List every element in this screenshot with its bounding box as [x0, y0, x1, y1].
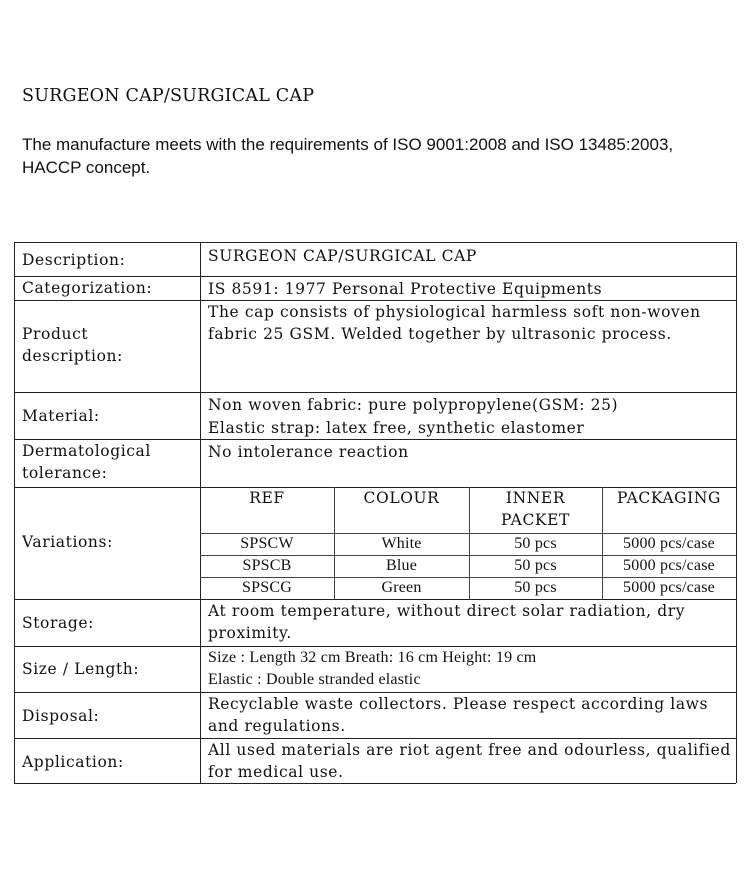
description-value: SURGEON CAP/SURGICAL CAP — [208, 247, 477, 265]
row-line — [14, 646, 736, 647]
table-border-left — [14, 242, 15, 783]
document-title: SURGEON CAP/SURGICAL CAP — [22, 86, 315, 106]
variations-row-1-ref: SPSCW — [240, 535, 294, 552]
size-line-2: Elastic : Double stranded elastic — [208, 671, 421, 688]
variations-row-1-colour: White — [381, 535, 422, 552]
variations-row-2-inner-packet: 50 pcs — [514, 557, 557, 574]
product-description-label: Product description: — [22, 325, 123, 365]
variations-label: Variations: — [22, 533, 113, 551]
product-description-value: The cap consists of physiological harmless soft non-woven fabric 25 GSM. Welded together by ultrasonic process. — [208, 303, 701, 343]
table-border-right — [736, 242, 737, 783]
disposal-value: Recyclable waste collectors. Please respect according laws and regulations. — [208, 695, 709, 735]
size-line-1: Size : Length 32 cm Breath: 16 cm Height: 19 cm — [208, 649, 537, 666]
row-line — [14, 242, 736, 243]
application-value: All used materials are riot agent free and odourless, qualified for medical use. — [208, 741, 731, 781]
description-label: Description: — [22, 251, 126, 269]
categorization-label: Categorization: — [22, 279, 153, 297]
variations-row-1-inner-packet: 50 pcs — [514, 535, 557, 552]
storage-label: Storage: — [22, 614, 94, 632]
variations-row-3-packaging: 5000 pcs/case — [623, 579, 715, 596]
intro-paragraph: The manufacture meets with the requirements of ISO 9001:2008 and ISO 13485:2003, HACCP concept. — [22, 135, 674, 177]
variations-row-2-ref: SPSCB — [242, 557, 292, 574]
size-label: Size / Length: — [22, 660, 140, 678]
row-line — [14, 392, 736, 393]
row-line — [14, 783, 736, 784]
dermatological-label: Dermatological tolerance: — [22, 442, 151, 482]
material-line-1: Non woven fabric: pure polypropylene(GSM: 25) — [208, 396, 619, 414]
variations-row-2-packaging: 5000 pcs/case — [623, 557, 715, 574]
variations-row-3-inner-packet: 50 pcs — [514, 579, 557, 596]
variations-row-2-colour: Blue — [385, 557, 418, 574]
storage-value: At room temperature, without direct solar radiation, dry proximity. — [208, 602, 686, 642]
material-line-2: Elastic strap: latex free, synthetic elastomer — [208, 419, 585, 437]
variations-row-3-ref: SPSCG — [242, 579, 292, 596]
variations-row-1-packaging: 5000 pcs/case — [623, 535, 715, 552]
column-divider — [200, 242, 201, 783]
dermatological-value: No intolerance reaction — [208, 443, 409, 461]
application-label: Application: — [22, 753, 124, 771]
variations-header-colour: COLOUR — [363, 489, 440, 507]
variations-header-ref: REF — [249, 489, 285, 507]
variations-row-3-colour: Green — [381, 579, 422, 596]
variations-header-packaging: PACKAGING — [616, 489, 722, 507]
variations-header-inner-packet: INNER PACKET — [501, 489, 570, 529]
spec-table — [14, 242, 736, 783]
disposal-label: Disposal: — [22, 707, 100, 725]
material-label: Material: — [22, 407, 100, 425]
categorization-value: IS 8591: 1977 Personal Protective Equipments — [208, 280, 603, 298]
